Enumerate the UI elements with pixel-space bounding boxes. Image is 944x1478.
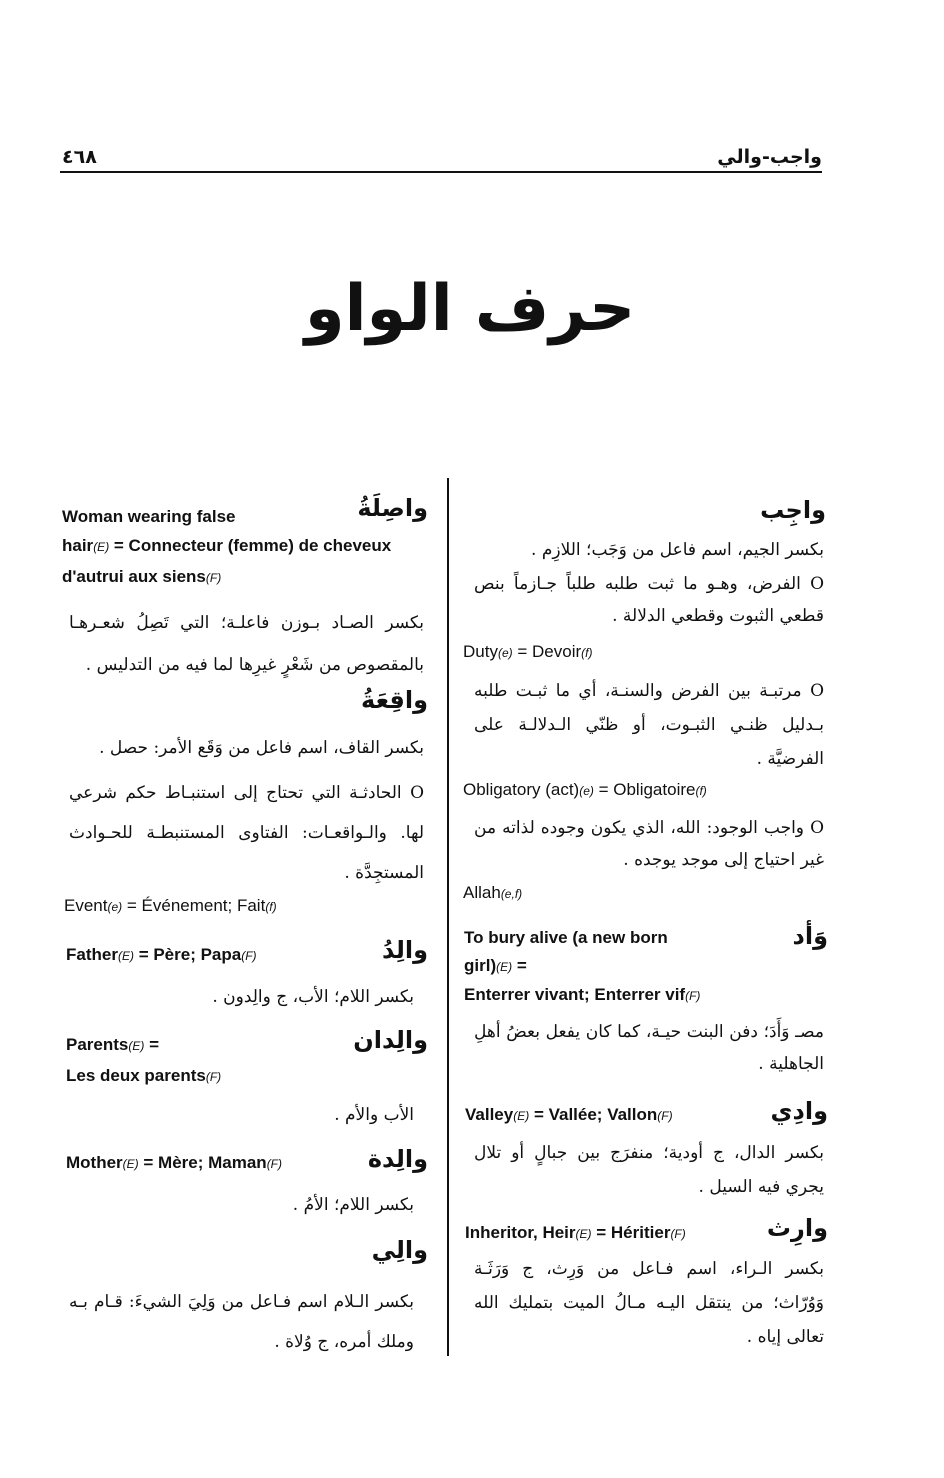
translation-warith: Inheritor, Heir(E) = Héritier(F) [465,1223,686,1242]
definition-wali: بكسر الـلام اسم فـاعل من وَلِيَ الشيءَ: قـام بـه وملك أمره، ج وُلاة . [69,1292,414,1352]
headword-warith: وارِث [766,1214,828,1242]
definition-wasila: بكسر الصـاد بـوزن فاعلـة؛ التي تَصِلُ شعـرهـا بالمقصوص من شَعْرٍ غيرِها لما فيه من التدليس . [69,613,424,675]
translation-en-line: To bury alive (a new born [464,928,668,947]
headword-wasila: واصِلَةُ [357,494,428,522]
translation-obligatory [463,779,707,802]
definition-waqia-1: بكسر القاف، اسم فاعل من وَقَع الأمر: حصل . [99,738,424,758]
translation-father: Father(E) = Père; Papa(F) [66,945,257,964]
translation-en: Duty [463,642,498,661]
definition-warith: بكسر الـراء، اسم فـاعل من وَرِث، ج وَرَثَـة وَوُرّاث؛ من ينتقل اليـه مـالُ الميت بتمليك الله تعالى إياه . [474,1259,824,1347]
translation-en-line: girl)(E) = [464,956,527,975]
headword-waqia: واقِعَةُ [361,686,428,714]
lang-tag: (f) [581,646,593,660]
definition-walida: بكسر اللام؛ الأمُ . [292,1195,414,1215]
lang-tag: (e,f) [500,887,523,901]
section-title: حرف الواو [304,272,636,346]
headword-wajib: واجِب [760,496,826,524]
running-title: واجب-والي [717,146,822,168]
column-divider [447,478,449,1356]
translation-event: Event(e) = Événement; Fait(f) [64,896,277,915]
definition-walid: بكسر اللام؛ الأب، ج والِدون . [212,987,414,1007]
header-rule [60,171,822,173]
definition-wajib-2: O الفرض، وهـو ما ثبت طلبه طلباً جـازماً بنص قطعي الثبوت وقطعي الدلالة . [474,574,824,626]
translation-en: Obligatory (act) [463,780,580,799]
headword-walid: والِدُ [381,936,428,964]
lang-tag: (e) [497,646,513,660]
translation-fr: = Devoir [512,642,582,661]
definition-wajib-3: O مرتبـة بين الفرض والسنـة، أي ما ثبـت طلبه بـدليل ظنـي الثبـوت، أو ظنّي الـدلالـة على الفرضيَّة . [474,681,824,769]
headword-wali: والِي [371,1236,428,1264]
translation-wasila: Woman wearing false hair(E) = Connecteur (femme) de cheveux d'autrui aux siens(F) [62,507,392,586]
headword-walida: والِدة [367,1145,428,1173]
lang-tag: (f) [695,784,707,798]
page-number: ٤٦٨ [62,146,97,168]
definition-wadi: بكسر الدال، ج أودية؛ منفرَج بين جبالٍ أو تلال يجري فيه السيل . [474,1143,824,1197]
translation-en: Allah [463,883,501,902]
translation-wadi: Valley(E) = Vallée; Vallon(F) [465,1105,673,1124]
headword-walidan: والِدان [353,1026,428,1054]
translation-parents: Parents(E) = Les deux parents(F) [66,1035,222,1085]
translation-mother: Mother(E) = Mère; Maman(F) [66,1153,283,1172]
lang-tag: (e) [579,784,594,798]
translation-allah [463,882,522,905]
translation-fr: = Obligatoire [593,780,696,799]
definition-waad: مصـ وَأَدَ؛ دفن البنت حيـة، كما كان يفعل بعضُ أهلِ الجاهلية . [474,1022,824,1074]
definition-wajib-4: O واجب الوجود: الله، الذي يكون وجوده لذاته من غير احتياج إلى موجد يوجده . [474,818,824,870]
translation-duty [463,641,592,664]
headword-waad: وَأد [792,922,828,950]
translation-fr-line: Enterrer vivant; Enterrer vif(F) [464,985,701,1004]
headword-wadi: وادِي [770,1097,828,1125]
translation-waad [464,924,714,1010]
definition-waqia-2: O الحادثـة التي تحتاج إلى استنبـاط حكم شرعي لها. والـواقعـات: الفتاوى المستنبطـة للحـوادث المستجِدَّة . [69,783,424,883]
definition-walidan: الأب والأم . [334,1105,414,1125]
definition-wajib-1: بكسر الجيم، اسم فاعل من وَجَب؛ اللازِم . [531,540,824,560]
